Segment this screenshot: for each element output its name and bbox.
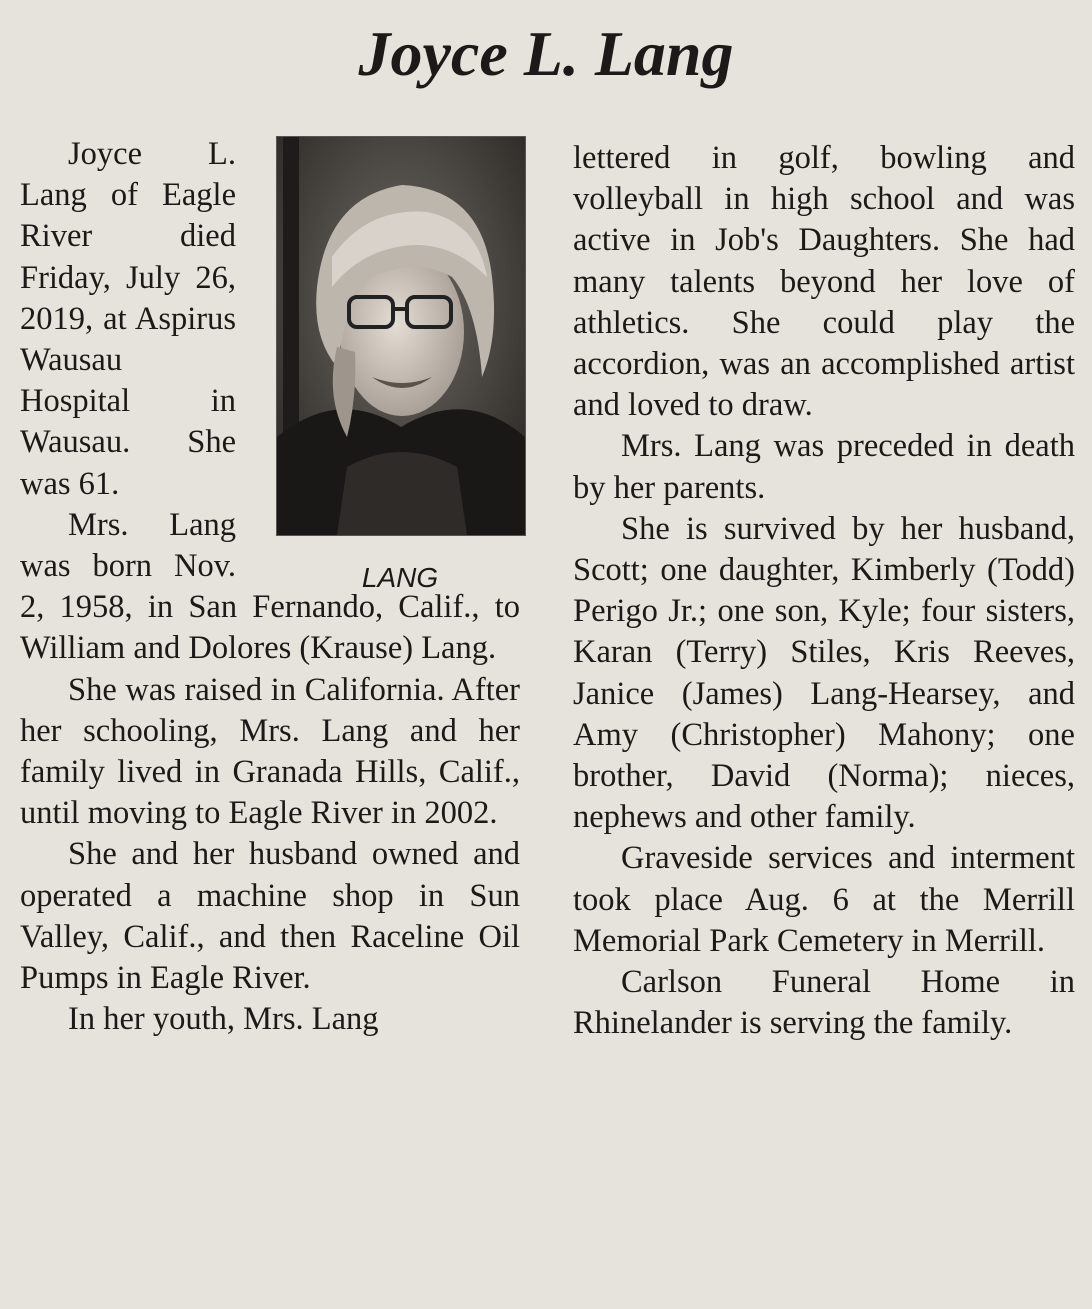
paragraph-survived: She is survived by her husband, Scott; one daughter, Kimberly (Todd) Perigo Jr.; one son, Kyle; four sisters, Karan (Terry) Stiles, Kris Reeves, Janice (James) Lang-Hearsey, and Amy (Christopher) Mahony; one brother, David (Norma); nieces, nephews and other family. [573, 510, 1075, 836]
portrait-illustration [277, 137, 525, 535]
paragraph-raised: She was raised in California. After her schooling, Mrs. Lang and her family lived in Granada Hills, Calif., until moving to Eagle River in 2002. [20, 671, 520, 832]
paragraph-funeral-home: Carlson Funeral Home in Rhinelander is serving the family. [573, 964, 1075, 1042]
portrait-photo [276, 136, 526, 536]
paragraph-business: She and her husband owned and operated a machine shop in Sun Valley, Calif., and then Raceline Oil Pumps in Eagle River. [20, 836, 520, 997]
paragraph-preceded: Mrs. Lang was preceded in death by her parents. [573, 428, 1075, 506]
paragraph-death: Joyce L. Lang of Eagle River died Friday, July 26, 2019, at Aspirus Wausau Hospital in Wausau. She was 61. [20, 136, 236, 502]
paragraph-youth-continued: lettered in golf, bowling and volleyball in high school and was active in Job's Daughters. She had many talents beyond her love of athletics. She could play the accordion, was an accomplished artist and loved to draw. [573, 140, 1075, 424]
photo-caption: LANG [361, 562, 439, 593]
right-column [573, 138, 1075, 1044]
paragraph-birth: Mrs. Lang was born Nov. 2, 1958, in San Fernando, Calif., to William and Dolores (Krause) Lang. [20, 506, 520, 667]
paragraph-services: Graveside services and interment took place Aug. 6 at the Merrill Memorial Park Cemetery in Merrill. [573, 840, 1075, 959]
obituary-title: Joyce L. Lang [358, 18, 734, 89]
paragraph-youth-start: In her youth, Mrs. Lang [68, 1001, 379, 1038]
